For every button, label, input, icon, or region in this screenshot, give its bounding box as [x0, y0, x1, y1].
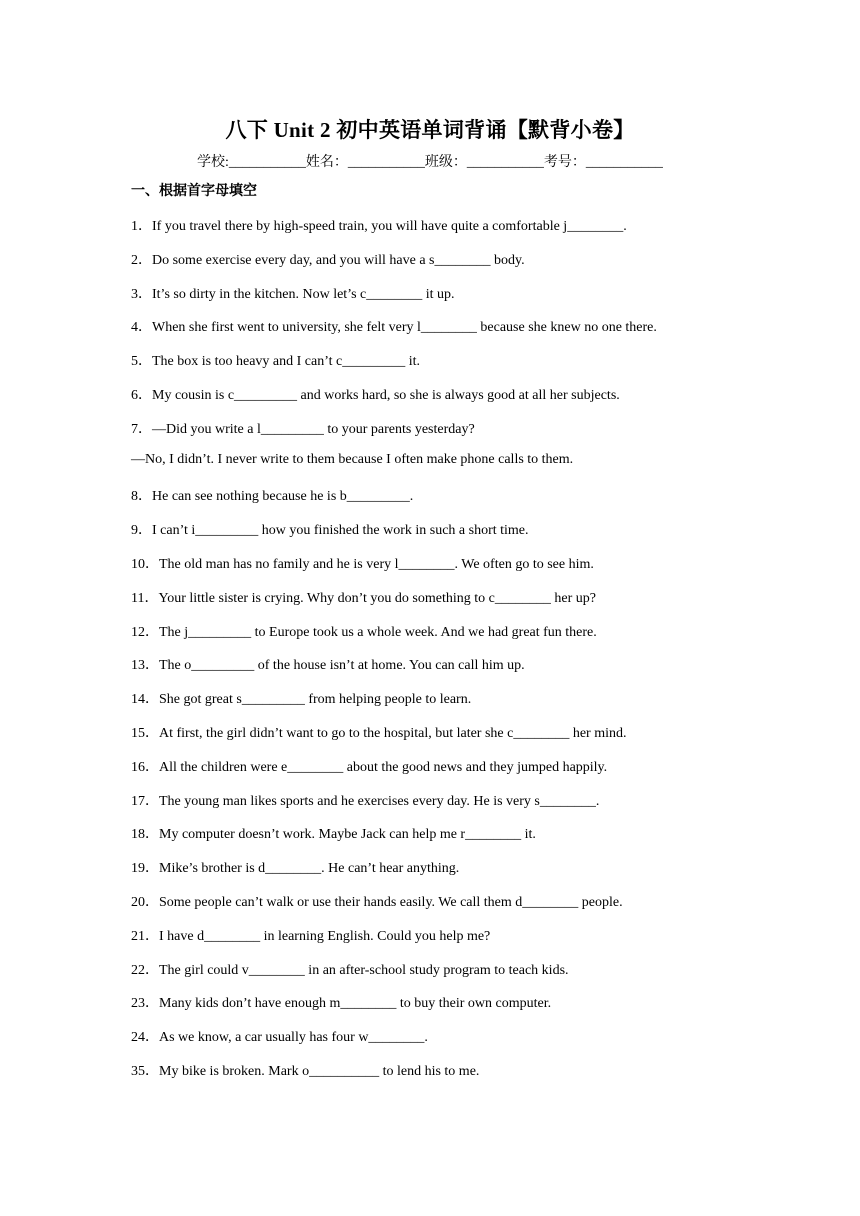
question-item: 24．As we know, a car usually has four w________. — [131, 1030, 428, 1045]
question-item: 20．Some people can’t walk or use their hands easily. We call them d________ people. — [131, 895, 623, 910]
question-item: 23．Many kids don’t have enough m________ to buy their own computer. — [131, 996, 552, 1011]
question-answer-line: —No, I didn’t. I never write to them because I often make phone calls to them. — [131, 452, 574, 467]
question-item: 2．Do some exercise every day, and you will have a s________ body. — [131, 253, 525, 268]
question-item: 7．—Did you write a l_________ to your parents yesterday? — [131, 422, 475, 437]
question-item: 8．He can see nothing because he is b_________. — [131, 489, 414, 504]
question-item: 19．Mike’s brother is d________. He can’t hear anything. — [131, 861, 460, 876]
question-item: 14．She got great s_________ from helping people to learn. — [131, 692, 472, 707]
question-item: 11．Your little sister is crying. Why don’t you do something to c________ her up? — [131, 591, 596, 606]
question-item: 22．The girl could v________ in an after-school study program to teach kids. — [131, 963, 569, 978]
question-item: 1．If you travel there by high-speed train, you will have quite a comfortable j________. — [131, 219, 627, 234]
question-item: 4．When she first went to university, she felt very l________ because she knew no one there. — [131, 320, 657, 335]
question-item: 13．The o_________ of the house isn’t at home. You can call him up. — [131, 658, 525, 673]
question-item: 17．The young man likes sports and he exercises every day. He is very s________. — [131, 794, 600, 809]
question-item: 9．I can’t i_________ how you finished the work in such a short time. — [131, 523, 529, 538]
question-item: 18．My computer doesn’t work. Maybe Jack can help me r________ it. — [131, 827, 536, 842]
page-title: 八下 Unit 2 初中英语单词背诵【默背小卷】 — [225, 118, 635, 142]
question-item: 16．All the children were e________ about the good news and they jumped happily. — [131, 760, 608, 775]
question-item: 5．The box is too heavy and I can’t c_________ it. — [131, 354, 421, 369]
question-item: 6．My cousin is c_________ and works hard, so she is always good at all her subjects. — [131, 388, 620, 403]
question-item: 21．I have d________ in learning English. Could you help me? — [131, 929, 491, 944]
question-item: 35．My bike is broken. Mark o__________ to lend his to me. — [131, 1064, 480, 1079]
question-item: 15．At first, the girl didn’t want to go to the hospital, but later she c________ her mind. — [131, 726, 627, 741]
student-info-line: 学校:___________姓名：___________班级：___________考号：___________ — [197, 155, 663, 170]
section-heading: 一、根据首字母填空 — [131, 183, 257, 199]
question-item: 10．The old man has no family and he is very l________. We often go to see him. — [131, 557, 594, 572]
question-item: 3．It’s so dirty in the kitchen. Now let’s c________ it up. — [131, 287, 455, 302]
question-item: 12．The j_________ to Europe took us a whole week. And we had great fun there. — [131, 625, 597, 640]
